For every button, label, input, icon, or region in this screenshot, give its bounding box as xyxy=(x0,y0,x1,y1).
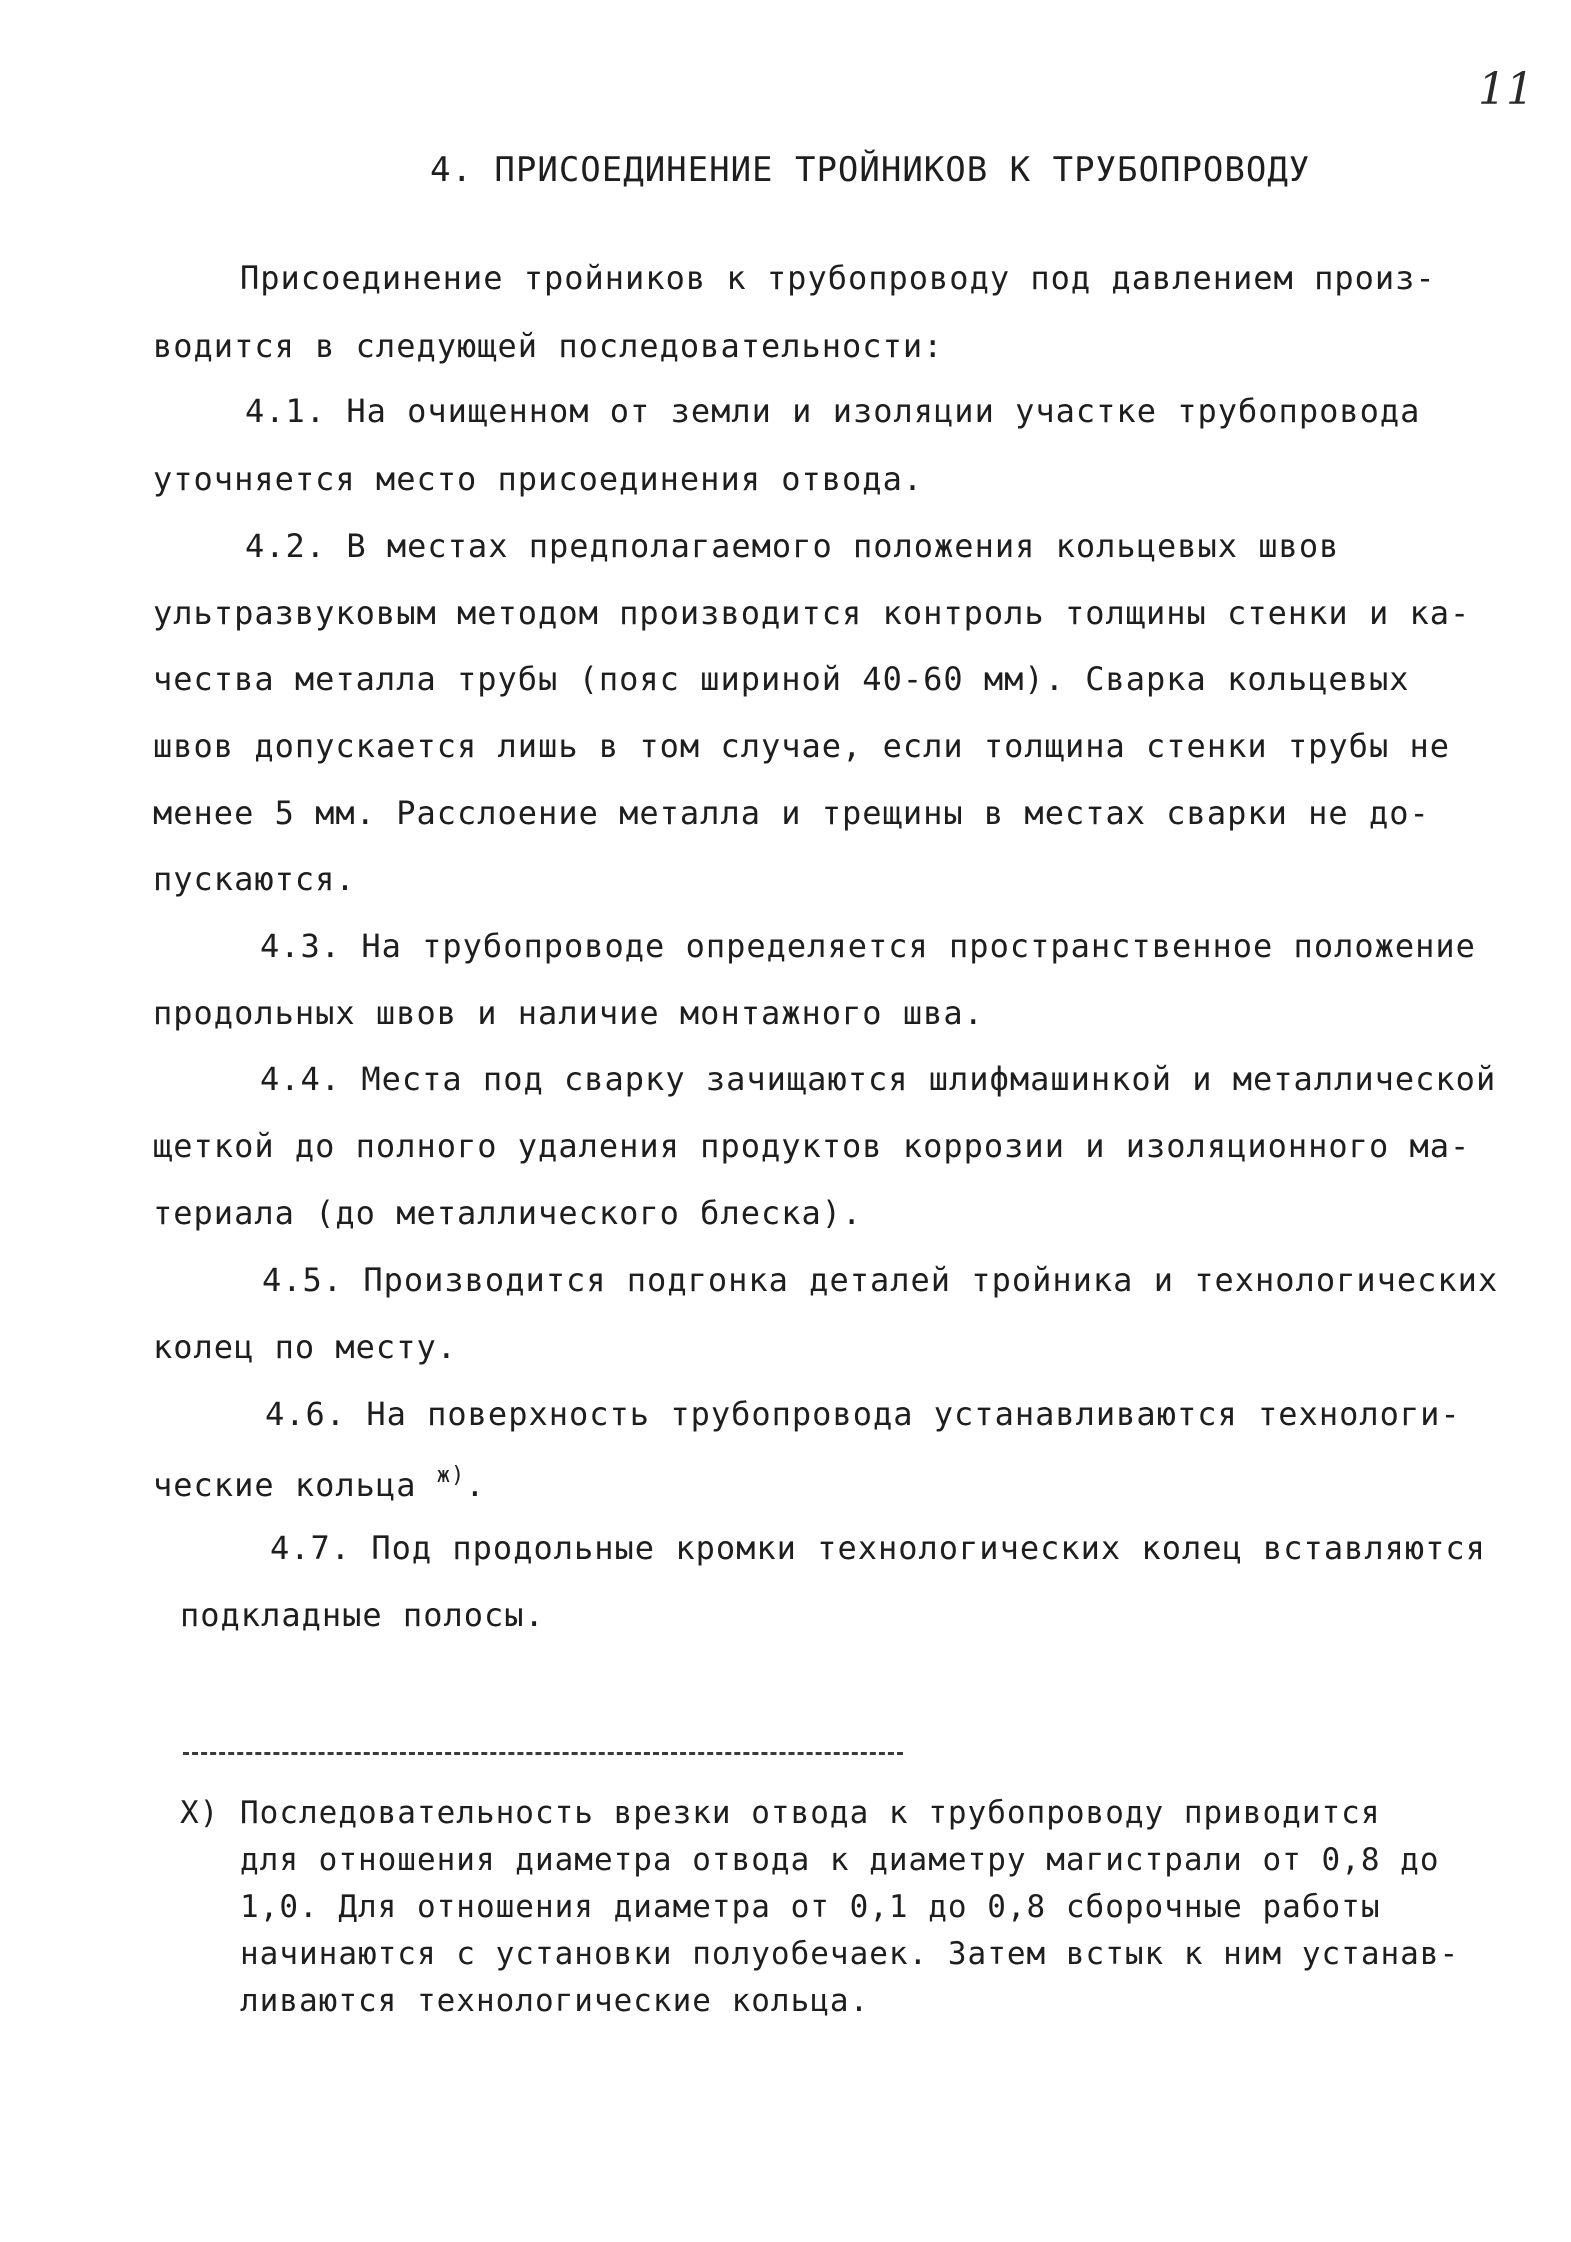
footnote-marker: Х) xyxy=(180,1795,220,1831)
paragraph-4-1-line-1: 4.1. На очищенном от земли и изоляции участке трубопровода xyxy=(245,392,1421,430)
footnote-line-5: ливаются технологические кольца. xyxy=(240,1983,870,2019)
paragraph-4-7-line-1: 4.7. Под продольные кромки технологических колец вставляются xyxy=(270,1529,1486,1567)
intro-line-2: водится в следующей последовательности: xyxy=(153,327,944,365)
paragraph-4-2-line-3: чества металла трубы (пояс шириной 40-60 мм). Сварка кольцевых xyxy=(153,660,1410,698)
paragraph-4-6-text: ческие кольца xyxy=(153,1466,417,1504)
footnote-line-2: для отношения диаметра отвода к диаметру магистрали от 0,8 до xyxy=(240,1842,1440,1878)
paragraph-4-7-line-2: подкладные полосы. xyxy=(180,1596,545,1634)
section-heading: 4. ПРИСОЕДИНЕНИЕ ТРОЙНИКОВ К ТРУБОПРОВОДУ xyxy=(430,150,1311,190)
paragraph-4-6-period: . xyxy=(465,1466,486,1504)
footnote-separator xyxy=(183,1752,903,1755)
paragraph-4-2-line-6: пускаются. xyxy=(153,860,356,898)
paragraph-4-4-line-2: щеткой до полного удаления продуктов коррозии и изоляционного ма- xyxy=(153,1127,1471,1165)
paragraph-4-3-line-1: 4.3. На трубопроводе определяется пространственное положение xyxy=(260,927,1476,965)
paragraph-4-4-line-3: териала (до металлического блеска). xyxy=(153,1194,863,1232)
paragraph-4-6-line-1: 4.6. На поверхность трубопровода устанавливаются технологи- xyxy=(265,1395,1461,1433)
paragraph-4-5-line-1: 4.5. Производится подгонка деталей тройника и технологических xyxy=(262,1261,1499,1299)
paragraph-4-2-line-5: менее 5 мм. Расслоение металла и трещины в местах сварки не до- xyxy=(153,794,1430,832)
paragraph-4-6-line-2 xyxy=(153,1463,486,1504)
intro-line-1: Присоединение тройников к трубопроводу под давлением произ- xyxy=(240,259,1436,297)
paragraph-4-3-line-2: продольных швов и наличие монтажного шва. xyxy=(153,994,984,1032)
paragraph-4-1-line-2: уточняется место присоединения отвода. xyxy=(153,460,924,498)
paragraph-4-4-line-1: 4.4. Места под сварку зачищаются шлифмашинкой и металлической xyxy=(260,1060,1497,1098)
footnote-line-3: 1,0. Для отношения диаметра от 0,1 до 0,8 сборочные работы xyxy=(240,1889,1381,1925)
footnote-reference-mark: ж) xyxy=(436,1463,466,1488)
footnote-line-1: Последовательность врезки отвода к трубопроводу приводится xyxy=(240,1795,1381,1831)
paragraph-4-2-line-4: швов допускается лишь в том случае, если толщина стенки трубы не xyxy=(153,727,1450,765)
footnote-line-4: начинаются с установки полуобечаек. Затем встык к ним устанав- xyxy=(240,1936,1460,1972)
paragraph-4-2-line-2: ультразвуковым методом производится контроль толщины стенки и ка- xyxy=(153,594,1471,632)
paragraph-4-2-line-1: 4.2. В местах предполагаемого положения кольцевых швов xyxy=(245,527,1340,565)
paragraph-4-5-line-2: колец по месту. xyxy=(153,1328,457,1366)
page-number: 11 xyxy=(1478,64,1534,115)
